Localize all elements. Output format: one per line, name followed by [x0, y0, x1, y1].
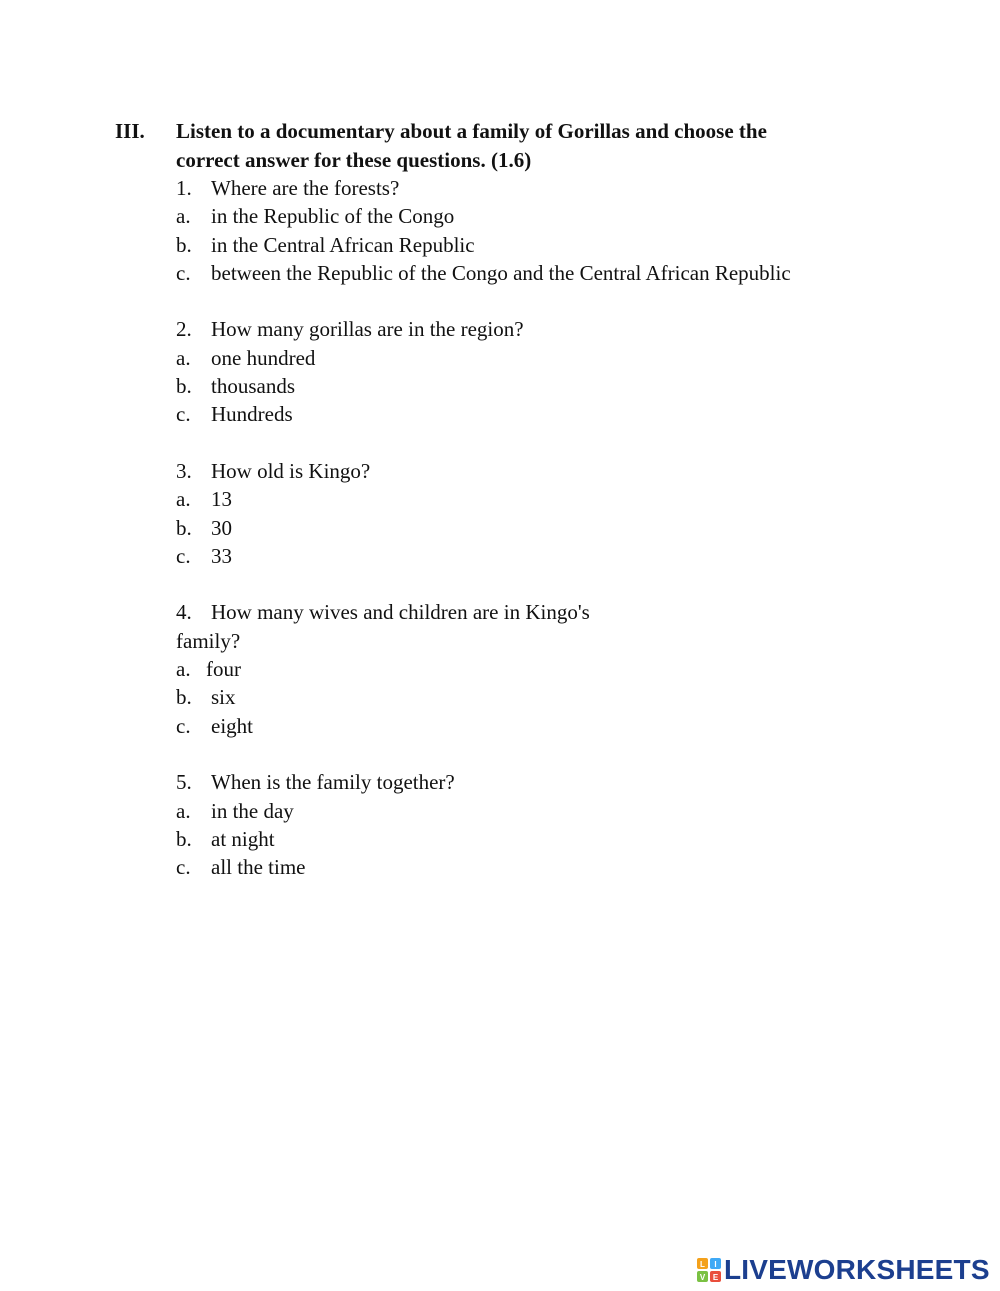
answer-option[interactable]: [176, 712, 956, 740]
option-text: four: [206, 657, 241, 682]
question-2-stem: [176, 315, 956, 343]
question-number: 1.: [176, 176, 192, 200]
option-text: in the Central African Republic: [211, 232, 475, 257]
question-4: [176, 598, 956, 739]
logo-letter: V: [699, 1273, 706, 1282]
option-letter: c.: [176, 713, 191, 738]
option-text: 30: [211, 515, 232, 540]
question-text: How old is Kingo?: [211, 458, 371, 483]
answer-option[interactable]: [176, 825, 956, 853]
option-text: six: [211, 685, 236, 710]
question-text: How many wives and children are in Kingo's: [211, 600, 590, 625]
option-text: 13: [211, 487, 232, 512]
answer-option[interactable]: [176, 400, 956, 428]
liveworksheets-wordmark: LIVEWORKSHEETS: [724, 1254, 990, 1285]
question-3-stem: [176, 457, 956, 485]
question-3: [176, 457, 956, 570]
answer-option[interactable]: [176, 485, 956, 513]
answer-option[interactable]: [176, 231, 956, 259]
option-letter: b.: [176, 374, 192, 399]
answer-option[interactable]: [176, 853, 956, 881]
option-text: at night: [211, 826, 275, 851]
option-letter: a.: [176, 345, 191, 370]
answer-option[interactable]: [176, 655, 956, 683]
option-text: Hundreds: [211, 402, 293, 427]
option-letter: c.: [176, 543, 191, 568]
option-letter: c.: [176, 260, 191, 285]
option-letter: a.: [176, 487, 191, 512]
question-number: 3.: [176, 458, 192, 483]
question-number: 5.: [176, 770, 192, 795]
logo-letter: I: [714, 1260, 717, 1269]
logo-letter: E: [712, 1273, 719, 1282]
question-number: 4.: [176, 600, 192, 625]
option-text: eight: [211, 713, 253, 738]
option-letter: b.: [176, 826, 192, 851]
answer-option[interactable]: [176, 683, 956, 711]
option-text: in the day: [211, 798, 294, 823]
section-heading: [176, 117, 866, 174]
question-1-stem: [176, 174, 956, 202]
question-4-stem-continued: family?: [176, 628, 241, 653]
option-letter: a.: [176, 657, 191, 682]
option-letter: b.: [176, 685, 192, 710]
question-4-stem: [176, 598, 956, 626]
option-letter: b.: [176, 232, 192, 257]
option-text: between the Republic of the Congo and the Central African Republic: [211, 260, 791, 285]
liveworksheets-logo-icon: [697, 1258, 721, 1282]
answer-option[interactable]: [176, 259, 956, 287]
answer-option[interactable]: [176, 797, 956, 825]
option-text: in the Republic of the Congo: [211, 204, 455, 229]
option-text: one hundred: [211, 345, 316, 370]
answer-option[interactable]: [176, 202, 956, 230]
questions-list: [176, 174, 956, 910]
question-1: [176, 174, 956, 287]
section-heading-line-1: Listen to a documentary about a family of Gorillas and choose the: [176, 119, 767, 143]
option-text: all the time: [211, 855, 306, 880]
question-2: [176, 315, 956, 428]
answer-option[interactable]: [176, 344, 956, 372]
question-text: Where are the forests?: [211, 176, 400, 200]
option-letter: a.: [176, 204, 191, 229]
option-letter: c.: [176, 855, 191, 880]
option-letter: b.: [176, 515, 192, 540]
logo-letter: L: [700, 1260, 705, 1269]
section-heading-line-2: correct answer for these questions. (1.6): [176, 147, 532, 172]
answer-option[interactable]: [176, 372, 956, 400]
answer-option[interactable]: [176, 514, 956, 542]
option-letter: c.: [176, 402, 191, 427]
option-text: 33: [211, 543, 232, 568]
question-number: 2.: [176, 317, 192, 342]
section-number: III.: [115, 119, 145, 143]
question-5: [176, 768, 956, 881]
question-text: When is the family together?: [211, 770, 455, 795]
option-letter: a.: [176, 798, 191, 823]
question-text: How many gorillas are in the region?: [211, 317, 524, 342]
question-5-stem: [176, 768, 956, 796]
answer-option[interactable]: [176, 542, 956, 570]
option-text: thousands: [211, 374, 295, 399]
liveworksheets-brand: [697, 1255, 990, 1285]
